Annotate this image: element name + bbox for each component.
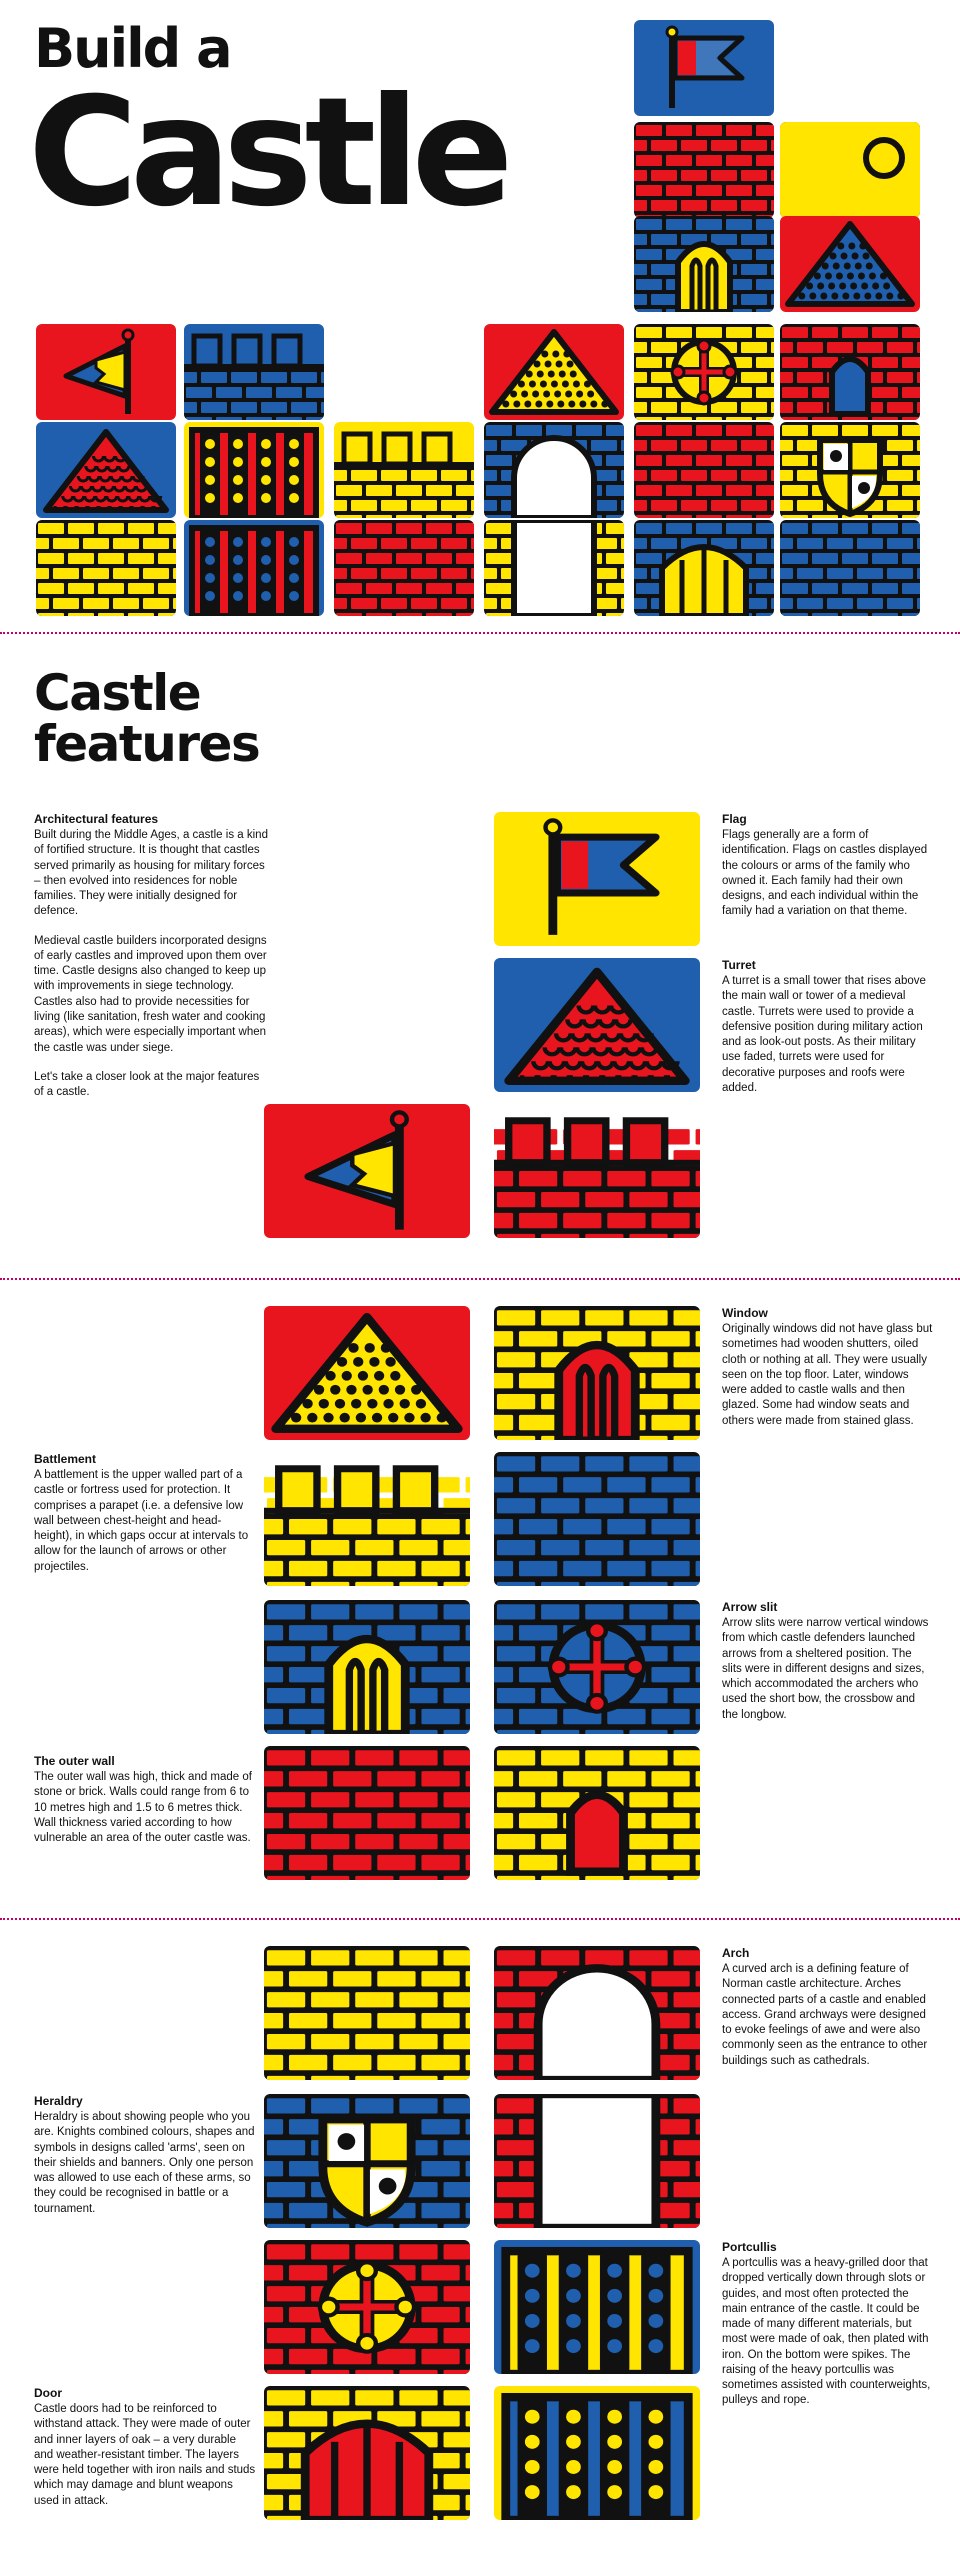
arch-block [722, 1946, 934, 2083]
arch-icon [484, 422, 624, 518]
small-window-icon [494, 1746, 700, 1880]
arrow-slit-block [722, 1600, 934, 1737]
triangle-roof-icon [264, 1306, 470, 1440]
brick-wall-icon [334, 520, 474, 616]
arch-heading: Arch [722, 1946, 750, 1960]
window-heading: Window [722, 1306, 768, 1320]
window-icon [494, 1306, 700, 1440]
outer-wall-block [34, 1754, 256, 1860]
brick-wall-icon [494, 1452, 700, 1586]
door-heading: Door [34, 2386, 62, 2400]
arrow-slit-icon [494, 1600, 700, 1734]
portcullis-block [722, 2240, 934, 2423]
turret-text: A turret is a small tower that rises above the main wall or tower of a medieval castle. Turrets were used to provide a defensive position during military action and as look-out posts. As their military use faded, turrets were used for decorative purposes and roofs were added. [722, 974, 926, 1094]
divider [0, 1918, 960, 1920]
door-block [34, 2386, 256, 2523]
portcullis-text: A portcullis was a heavy-grilled door that dropped vertically down through slots or guides, and most often protected the main entrance of the castle. It could be made of many different materials, but most were made of oak, then plated with iron. On the bottom were spikes. The raising of the heavy portcullis was sometimes assisted with counterweights, pulleys and rope. [722, 2256, 931, 2407]
architectural-paragraph-1: Built during the Middle Ages, a castle is a kind of fortified structure. It is thought that castles served primarily as housing for military forces – then evolved into residences for noble families. They were initially designed for defence. [34, 828, 268, 918]
brick-wall-icon [780, 520, 920, 616]
window-icon [264, 1600, 470, 1734]
arch-text: A curved arch is a defining feature of Norman castle architecture. Arches connected parts of a castle and enabled access. Grand archways were designed to evoke feelings of awe and were also commonly seen as the entrance to other buildings such as cathedrals. [722, 1962, 928, 2067]
turret-roof-icon [494, 958, 700, 1092]
outer-wall-text: The outer wall was high, thick and made of stone or brick. Walls could range from 6 to 10 metres high and 1.5 to 6 metres thick. Wall thickness varied according to how vulnerable an area of the outer castle was. [34, 1770, 252, 1845]
turret-block [722, 958, 934, 1110]
battlement-block [34, 1452, 256, 1589]
battlement-heading: Battlement [34, 1452, 97, 1466]
battlement-icon [494, 1104, 700, 1238]
arch-icon [484, 520, 624, 616]
battlement-text: A battlement is the upper walled part of a castle or fortress used for protection. It comprises a parapet (i.e. a defensive low wall between chest-height and head-height), in which gaps occur at intervals to allow for the launch of arrows or other projectiles. [34, 1468, 249, 1573]
heraldry-heading: Heraldry [34, 2094, 83, 2108]
turret-heading: Turret [722, 958, 756, 972]
portcullis-icon [184, 422, 324, 518]
heraldry-block [34, 2094, 256, 2231]
architectural-heading: Architectural features [34, 812, 159, 826]
portcullis-heading: Portcullis [722, 2240, 777, 2254]
door-icon [264, 2386, 470, 2520]
pennant-icon [264, 1104, 470, 1238]
portcullis-icon [184, 520, 324, 616]
arrow-slit-icon [634, 324, 774, 420]
triangle-roof-icon [484, 324, 624, 420]
heraldry-text: Heraldry is about showing people who you are. Knights combined colours, shapes and symbols in designs called 'arms', seen on their shields and banners. Only one person was allowed to use each of these arms, so they could be recognised in battle or a tournament. [34, 2110, 255, 2215]
flag-text: Flags generally are a form of identification. Flags on castles displayed the colours or arms of the family who owned it. Each family had their own designs, and each individual within the family had a variation on that theme. [722, 828, 928, 918]
pennant-icon [36, 324, 176, 420]
door-text: Castle doors had to be reinforced to withstand attack. They were made of outer and inner layers of oak – a very durable and weather-resistant timber. The layers were held together with iron nails and studs which may damage and blunt weapons used in attack. [34, 2402, 256, 2507]
brick-wall-icon [36, 520, 176, 616]
arch-icon [494, 2094, 700, 2228]
window-icon [780, 324, 920, 420]
brick-wall-icon [264, 1746, 470, 1880]
section-title [34, 664, 434, 773]
flag-icon [494, 812, 700, 946]
window-text: Originally windows did not have glass but sometimes had wooden shutters, oiled cloth or nothing at all. They were usually seen on the top floor. Later, windows were added to castle walls and then glazed. Some had window seats and others were made from stained glass. [722, 1322, 933, 1427]
section-title-line-1: Castle [34, 664, 201, 722]
flag-icon [634, 20, 774, 116]
title-line-2: Castle [28, 66, 506, 240]
brick-wall-icon [634, 422, 774, 518]
architectural-paragraph-2: Medieval castle builders incorporated designs of early castles and improved upon them over time. Castle designs also changed to keep up with improvements in siege technology. Castles also had to provide necessities for living (like sanitation, fresh water and cooking areas), which were especially important when the castle was under siege. [34, 934, 267, 1054]
section-title-line-2: features [34, 715, 260, 773]
flag-block [722, 812, 934, 934]
arrow-slit-text: Arrow slits were narrow vertical windows from which castle defenders launched arrows from a sheltered position. The slits were in different designs and sizes, which accommodated the archers who used the short bow, the crossbow and the longbow. [722, 1616, 929, 1721]
window-icon [634, 216, 774, 312]
title-line-1: Build a [34, 17, 231, 80]
brick-wall-icon [634, 122, 774, 218]
architectural-features-block [34, 812, 270, 1114]
brick-wall-icon [264, 1946, 470, 2080]
battlement-icon [184, 324, 324, 420]
battlement-icon [264, 1452, 470, 1586]
arrow-slit-icon [264, 2240, 470, 2374]
battlement-icon [334, 422, 474, 518]
arch-icon [494, 1946, 700, 2080]
triangle-roof-icon [780, 216, 920, 312]
turret-roof-icon [36, 422, 176, 518]
window-block [722, 1306, 934, 1443]
door-icon [634, 520, 774, 616]
heraldry-shield-icon [780, 422, 920, 518]
heraldry-shield-icon [264, 2094, 470, 2228]
divider [0, 632, 960, 634]
arrow-slit-heading: Arrow slit [722, 1600, 778, 1614]
sun-icon [780, 122, 920, 218]
architectural-paragraph-3: Let's take a closer look at the major features of a castle. [34, 1070, 260, 1099]
divider [0, 1278, 960, 1280]
portcullis-icon [494, 2240, 700, 2374]
outer-wall-heading: The outer wall [34, 1754, 115, 1768]
portcullis-icon [494, 2386, 700, 2520]
flag-heading: Flag [722, 812, 747, 826]
